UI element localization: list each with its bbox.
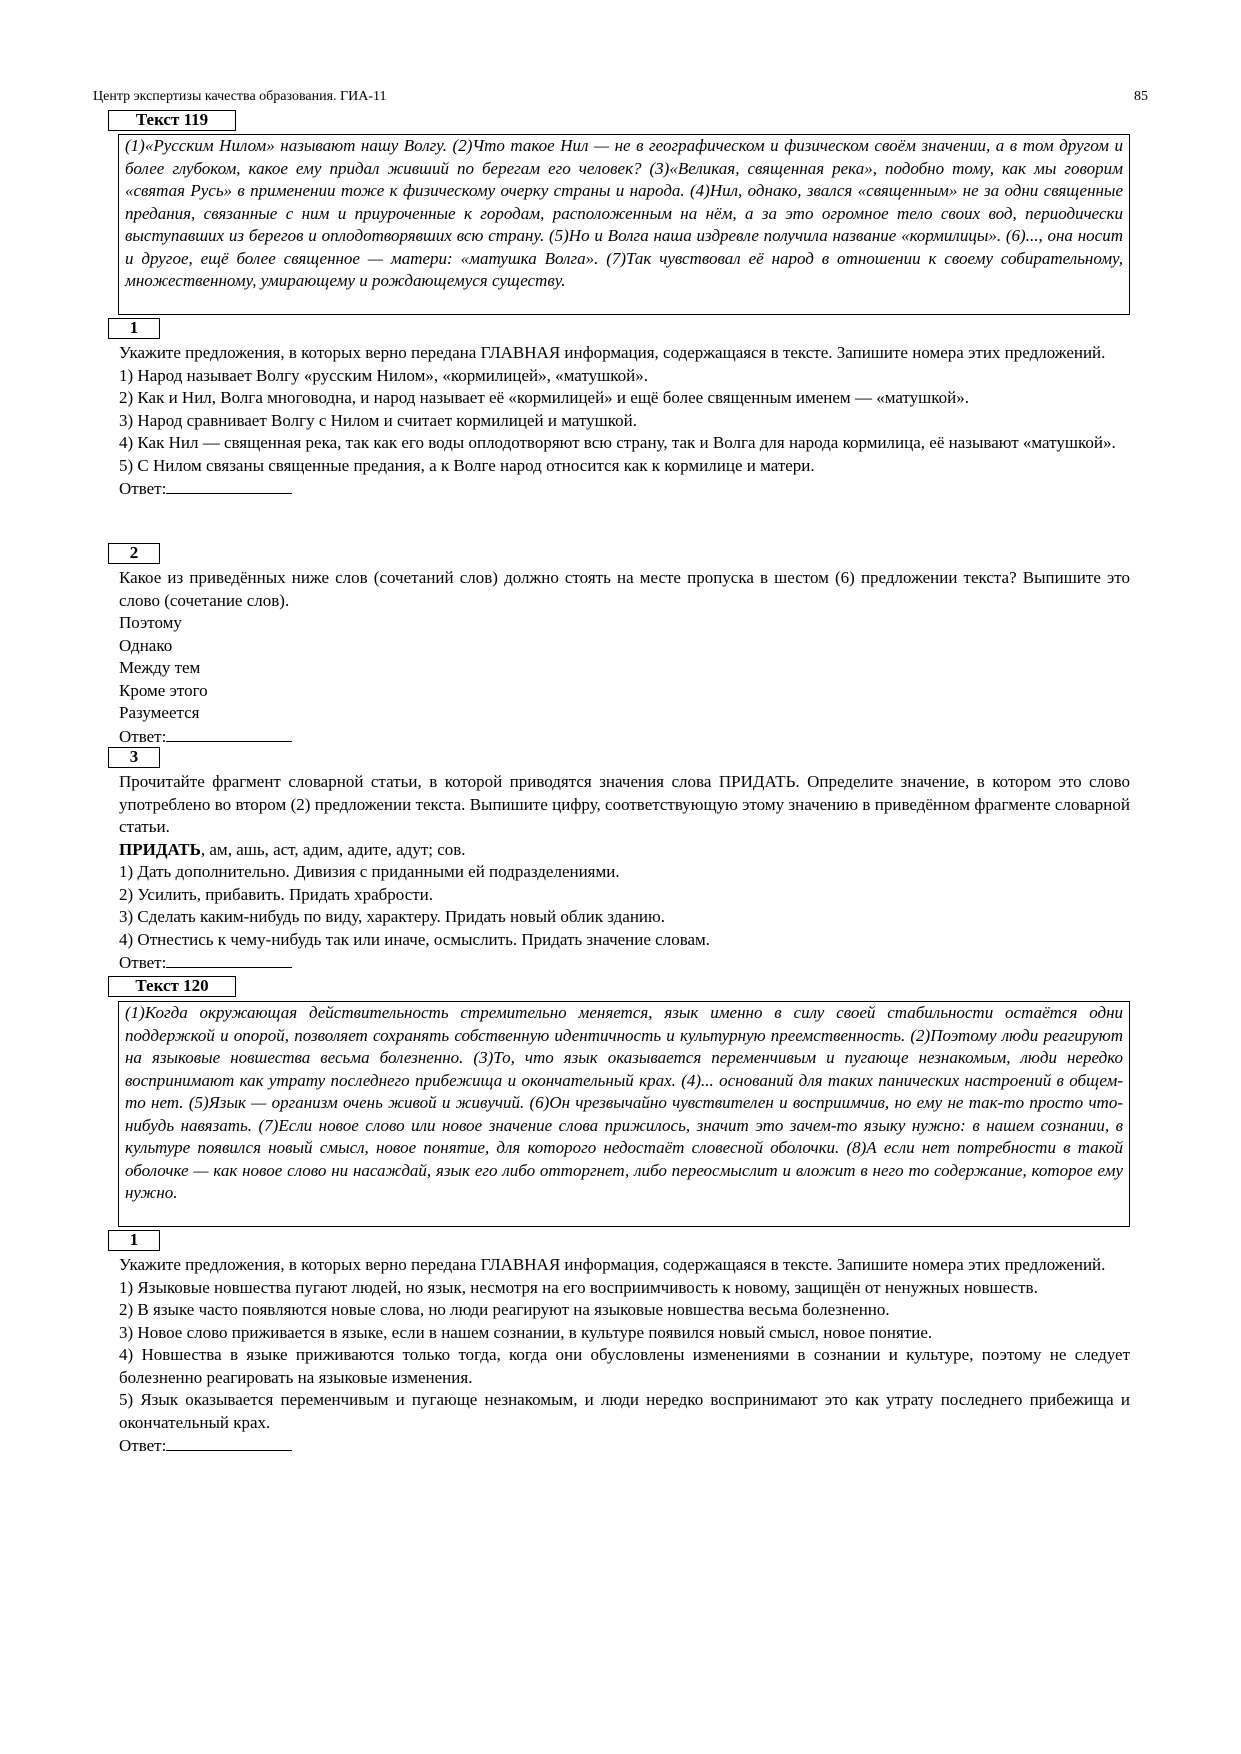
page-number: 85: [1134, 89, 1148, 104]
text-120-passage: (1)Когда окружающая действительность стремительно меняется, язык именно в силу своей стабильности остаётся одни поддержкой и опорой, позволяет сохранять собственную идентичность и культурную преемственность. (2)Поэтому люди реагируют на языковые новшества весьма болезненно. (3)То, что язык оказывается переменчивым и пугающе незнакомым, люди нередко воспринимают как утрату последнего прибежища и окончательный крах. (4)... оснований для таких панических настроений в общем-то нет. (5)Язык — организм очень живой и живучий. (6)Он чрезвычайно чувствителен и восприимчив, но ему не так-то просто что-нибудь навязать. (7)Если новое слово или новое значение слова прижилось, значит это зачем-то языку нужно: в нашем сознании, в культуре появился новый смысл, новое понятие, для которого недостаёт словесной оболочки. (8)А если нет потребности в такой оболочке — как новое слово ни насаждай, язык его либо отторгнет, либо переосмыслит и вложит в него то содержание, которое ему нужно.: [118, 1001, 1130, 1227]
answer-option: Кроме этого: [119, 680, 208, 700]
answer-option: 4) Как Нил — священная река, так как его воды оплодотворяют всю страну, так и Волга для народа кормилица, её называют «матушкой».: [119, 433, 1116, 452]
task-number-box: 3: [108, 747, 160, 768]
answer-option: 2) Как и Нил, Волга многоводна, и народ называет её «кормилицей» и ещё более священным именем — «матушкой».: [119, 388, 969, 407]
answer-row: [119, 725, 1130, 749]
answer-option: 5) С Нилом связаны священные предания, а к Волге народ относится как к кормилице и матери.: [119, 455, 815, 475]
answer-input-line[interactable]: [166, 1434, 292, 1451]
text-119-label: Текст 119: [108, 110, 236, 131]
answer-option: 1) Языковые новшества пугают людей, но язык, несмотря на его восприимчивость к новому, защищён от ненужных новшеств.: [119, 1277, 1038, 1297]
text-120-task-1: [119, 1254, 1130, 1458]
task-question: Укажите предложения, в которых верно передана ГЛАВНАЯ информация, содержащаяся в тексте. Запишите номера этих предложений.: [119, 1255, 1106, 1274]
organization-title: Центр экспертизы качества образования. ГИА-11: [93, 89, 387, 104]
task-number-box: 1: [108, 318, 160, 339]
text-120-label: Текст 120: [108, 976, 236, 997]
answer-row: [119, 1434, 1130, 1458]
answer-option: 3) Народ сравнивает Волгу с Нилом и считает кормилицей и матушкой.: [119, 410, 637, 430]
answer-option: 4) Отнестись к чему-нибудь так или иначе, осмыслить. Придать значение словам.: [119, 929, 711, 949]
task-question: Какое из приведённых ниже слов (сочетаний слов) должно стоять на месте пропуска в шестом (6) предложении текста? Выпишите это слово (сочетание слов).: [119, 568, 1130, 610]
answer-option: Поэтому: [119, 613, 182, 632]
dictionary-grammar: , ам, ашь, аст, адим, адите, адут; сов.: [200, 839, 466, 859]
answer-option: 3) Сделать каким-нибудь по виду, характеру. Придать новый облик зданию.: [119, 907, 665, 926]
text-119-task-1: [119, 342, 1130, 501]
text-119-passage: (1)«Русским Нилом» называют нашу Волгу. (2)Что такое Нил — не в географическом и физическом своём значении, а в том другом и более глубоком, какое ему придал живший по берегам его человек? (3)«Великая, священная река», подобно тому, как мы говорим «святая Русь» в применении тоже к физическому очерку страны и народа. (4)Нил, однако, звался «священным» не за одни священные предания, связанные с ним и приуроченные к городам, расположенным на нём, а за это огромное тело своих вод, периодически выступавших из берегов и оплодотворявших всю страну. (5)Но и Волга наша издревле получила название «кормилицы». (6)..., она носит и другое, ещё более священное — матери: «матушка Волга». (7)Так чувствовал её народ в отношении к своему собирательному, множественному, умирающему и рождающемуся существу.: [118, 134, 1130, 315]
answer-option: 1) Дать дополнительно. Дивизия с приданными ей подразделениями.: [119, 862, 620, 881]
answer-option: 5) Язык оказывается переменчивым и пугающе незнакомым, и люди нередко воспринимают это как утрату последнего прибежища и окончательный крах.: [119, 1390, 1130, 1432]
answer-row: [119, 477, 1130, 501]
answer-label: Ответ:: [119, 1436, 167, 1455]
answer-row: [119, 951, 1130, 975]
text-119-task-3: [119, 771, 1130, 975]
answer-label: Ответ:: [119, 953, 167, 972]
task-number-box: 2: [108, 543, 160, 564]
dictionary-entry: [119, 839, 1130, 862]
answer-label: Ответ:: [119, 479, 167, 498]
task-question: Прочитайте фрагмент словарной статьи, в которой приводятся значения слова ПРИДАТЬ. Определите значение, в котором это слово употреблено во втором (2) предложении текста. Выпишите цифру, соответствующую этому значению в приведённом фрагменте словарной статьи.: [119, 772, 1130, 836]
answer-option: 3) Новое слово приживается в языке, если в нашем сознании, в культуре появился новый смысл, новое понятие.: [119, 1322, 933, 1342]
answer-option: 2) Усилить, прибавить. Придать храбрости.: [119, 884, 434, 904]
task-number-box: 1: [108, 1230, 160, 1251]
answer-option: Разумеется: [119, 703, 200, 722]
answer-input-line[interactable]: [166, 725, 292, 742]
answer-option: Между тем: [119, 658, 201, 677]
answer-input-line[interactable]: [166, 951, 292, 968]
text-119-task-2: [119, 567, 1130, 748]
answer-input-line[interactable]: [166, 477, 292, 494]
answer-option: Однако: [119, 635, 173, 655]
answer-option: 2) В языке часто появляются новые слова, но люди реагируют на языковые новшества весьма болезненно.: [119, 1300, 890, 1319]
task-question: Укажите предложения, в которых верно передана ГЛАВНАЯ информация, содержащаяся в тексте. Запишите номера этих предложений.: [119, 343, 1106, 362]
answer-label: Ответ:: [119, 726, 167, 746]
answer-option: 1) Народ называет Волгу «русским Нилом», «кормилицей», «матушкой».: [119, 365, 648, 385]
dictionary-headword: ПРИДАТЬ: [119, 839, 201, 859]
answer-option: 4) Новшества в языке приживаются только тогда, когда они обусловлены изменениями в сознании и культуре, поэтому не следует болезненно реагировать на языковые изменения.: [119, 1345, 1130, 1387]
